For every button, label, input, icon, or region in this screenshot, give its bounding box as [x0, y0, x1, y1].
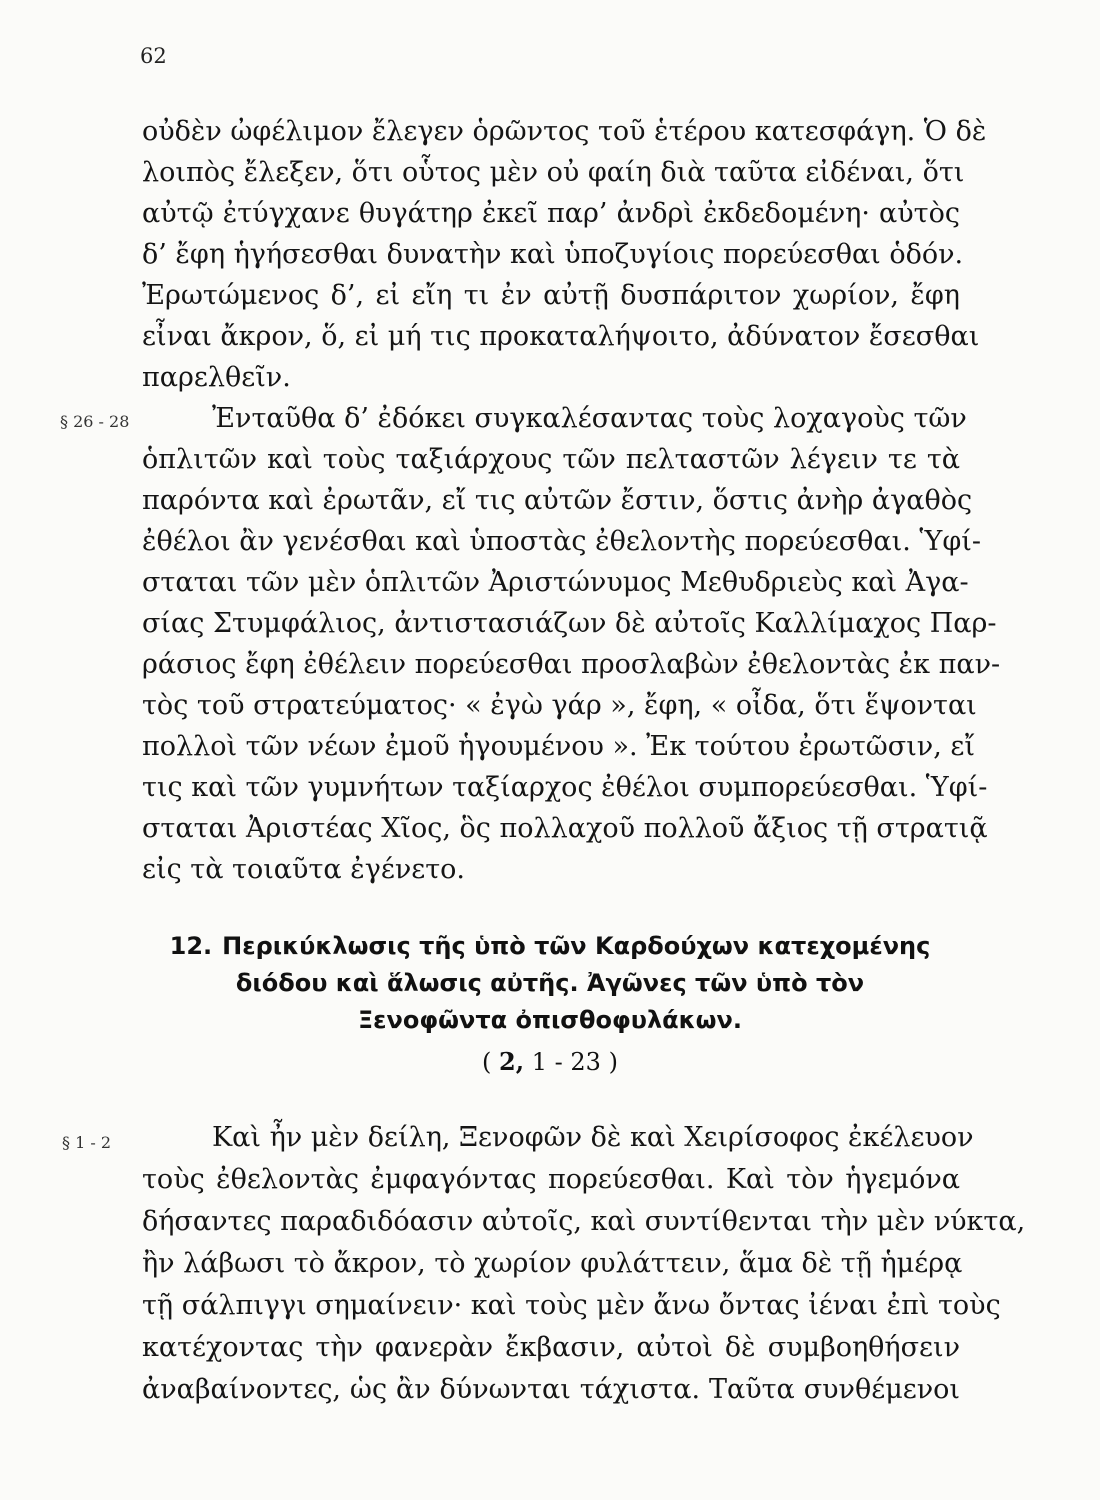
text-line: σίας Στυμφάλιος, ἀντιστασιάζων δὲ αὐτοῖς Καλλίμαχος Παρ-: [142, 608, 997, 639]
text-line: τὸς τοῦ στρατεύματος· « ἐγὼ γάρ », ἔφη, « οἶδα, ὅτι ἕψονται: [142, 690, 977, 721]
text-line: παρόντα καὶ ἐρωτᾶν, εἴ τις αὐτῶν ἔστιν, ὅστις ἀνὴρ ἀγαθὸς: [142, 485, 973, 516]
margin-reference: § 1 - 2: [62, 1133, 112, 1152]
margin-reference: § 26 - 28: [60, 412, 130, 431]
text-line: σταται τῶν μὲν ὁπλιτῶν Ἀριστώνυμος Μεθυδριεὺς καὶ Ἀγα-: [142, 567, 969, 598]
text-line: τῇ σάλπιγγι σημαίνειν· καὶ τοὺς μὲν ἄνω ὄντας ἰέναι ἐπὶ τοὺς: [142, 1290, 1001, 1321]
text-line: τοὺς ἐθελοντὰς ἐμφαγόντας πορεύεσθαι. Καὶ τὸν ἡγεμόνα: [142, 1164, 960, 1195]
text-line: τις καὶ τῶν γυμνήτων ταξίαρχος ἐθέλοι συμπορεύεσθαι. Ὑφί-: [142, 772, 988, 803]
text-line: ἢν λάβωσι τὸ ἄκρον, τὸ χωρίον φυλάττειν, ἅμα δὲ τῇ ἡμέρᾳ: [142, 1248, 963, 1279]
text-line: Ἐρωτώμενος δ’, εἰ εἴη τι ἐν αὐτῇ δυσπάριτον χωρίον, ἔφη: [142, 280, 960, 311]
text-line: σταται Ἀριστέας Χῖος, ὃς πολλαχοῦ πολλοῦ ἄξιος τῇ στρατιᾷ: [142, 813, 988, 844]
text-line: εἰς τὰ τοιαῦτα ἐγένετο.: [142, 854, 465, 885]
text-line: εἶναι ἄκρον, ὅ, εἰ μή τις προκαταλήψοιτο, ἀδύνατον ἔσεσθαι: [142, 321, 980, 352]
text-line: ἀναβαίνοντες, ὡς ἂν δύνωνται τάχιστα. Ταῦτα συνθέμενοι: [142, 1374, 960, 1405]
text-line: οὐδὲν ὠφέλιμον ἔλεγεν ὁρῶντος τοῦ ἑτέρου κατεσφάγη. Ὁ δὲ: [142, 116, 987, 147]
text-line: ἐθέλοι ἂν γενέσθαι καὶ ὑποστὰς ἐθελοντὴς πορεύεσθαι. Ὑφί-: [142, 526, 981, 557]
text-line: ράσιος ἔφη ἐθέλειν πορεύεσθαι προσλαβὼν ἐθελοντὰς ἐκ παν-: [142, 649, 1001, 680]
text-line: ὁπλιτῶν καὶ τοὺς ταξιάρχους τῶν πελταστῶν λέγειν τε τὰ: [142, 444, 960, 475]
text-line: πολλοὶ τῶν νέων ἐμοῦ ἡγουμένου ». Ἐκ τούτου ἐρωτῶσιν, εἴ: [142, 731, 975, 762]
text-line: Ἐνταῦθα δ’ ἐδόκει συγκαλέσαντας τοὺς λοχαγοὺς τῶν: [212, 403, 967, 434]
heading-line: [0, 934, 1100, 958]
text-line: Καὶ ἦν μὲν δείλη, Ξενοφῶν δὲ καὶ Χειρίσοφος ἐκέλευον: [212, 1122, 974, 1153]
heading-line: Ξενοφῶντα ὀπισθοφυλάκων.: [357, 1006, 743, 1034]
chapter-number: 12.: [169, 932, 213, 960]
heading-text: Περικύκλωσις τῆς ὑπὸ τῶν Καρδούχων κατεχομένης: [222, 932, 931, 960]
text-line: κατέχοντας τὴν φανερὰν ἔκβασιν, αὐτοὶ δὲ συμβοηθήσειν: [142, 1332, 960, 1363]
section-reference: ( 2, 1 - 23 ): [482, 1047, 618, 1076]
text-line: δ’ ἔφη ἡγήσεσθαι δυνατὴν καὶ ὑποζυγίοις πορεύεσθαι ὁδόν.: [142, 239, 964, 270]
text-line: δήσαντες παραδιδόασιν αὐτοῖς, καὶ συντίθενται τὴν μὲν νύκτα,: [142, 1206, 1026, 1237]
heading-line: διόδου καὶ ἅλωσις αὐτῆς. Ἀγῶνες τῶν ὑπὸ τὸν: [235, 969, 865, 997]
text-line: παρελθεῖν.: [142, 362, 291, 393]
text-line: λοιπὸς ἔλεξεν, ὅτι οὗτος μὲν οὐ φαίη διὰ ταῦτα εἰδέναι, ὅτι: [142, 157, 965, 188]
page-number: 62: [140, 44, 167, 68]
text-line: αὐτῷ ἐτύγχανε θυγάτηρ ἐκεῖ παρ’ ἀνδρὶ ἐκδεδομένη· αὐτὸς: [142, 198, 960, 229]
